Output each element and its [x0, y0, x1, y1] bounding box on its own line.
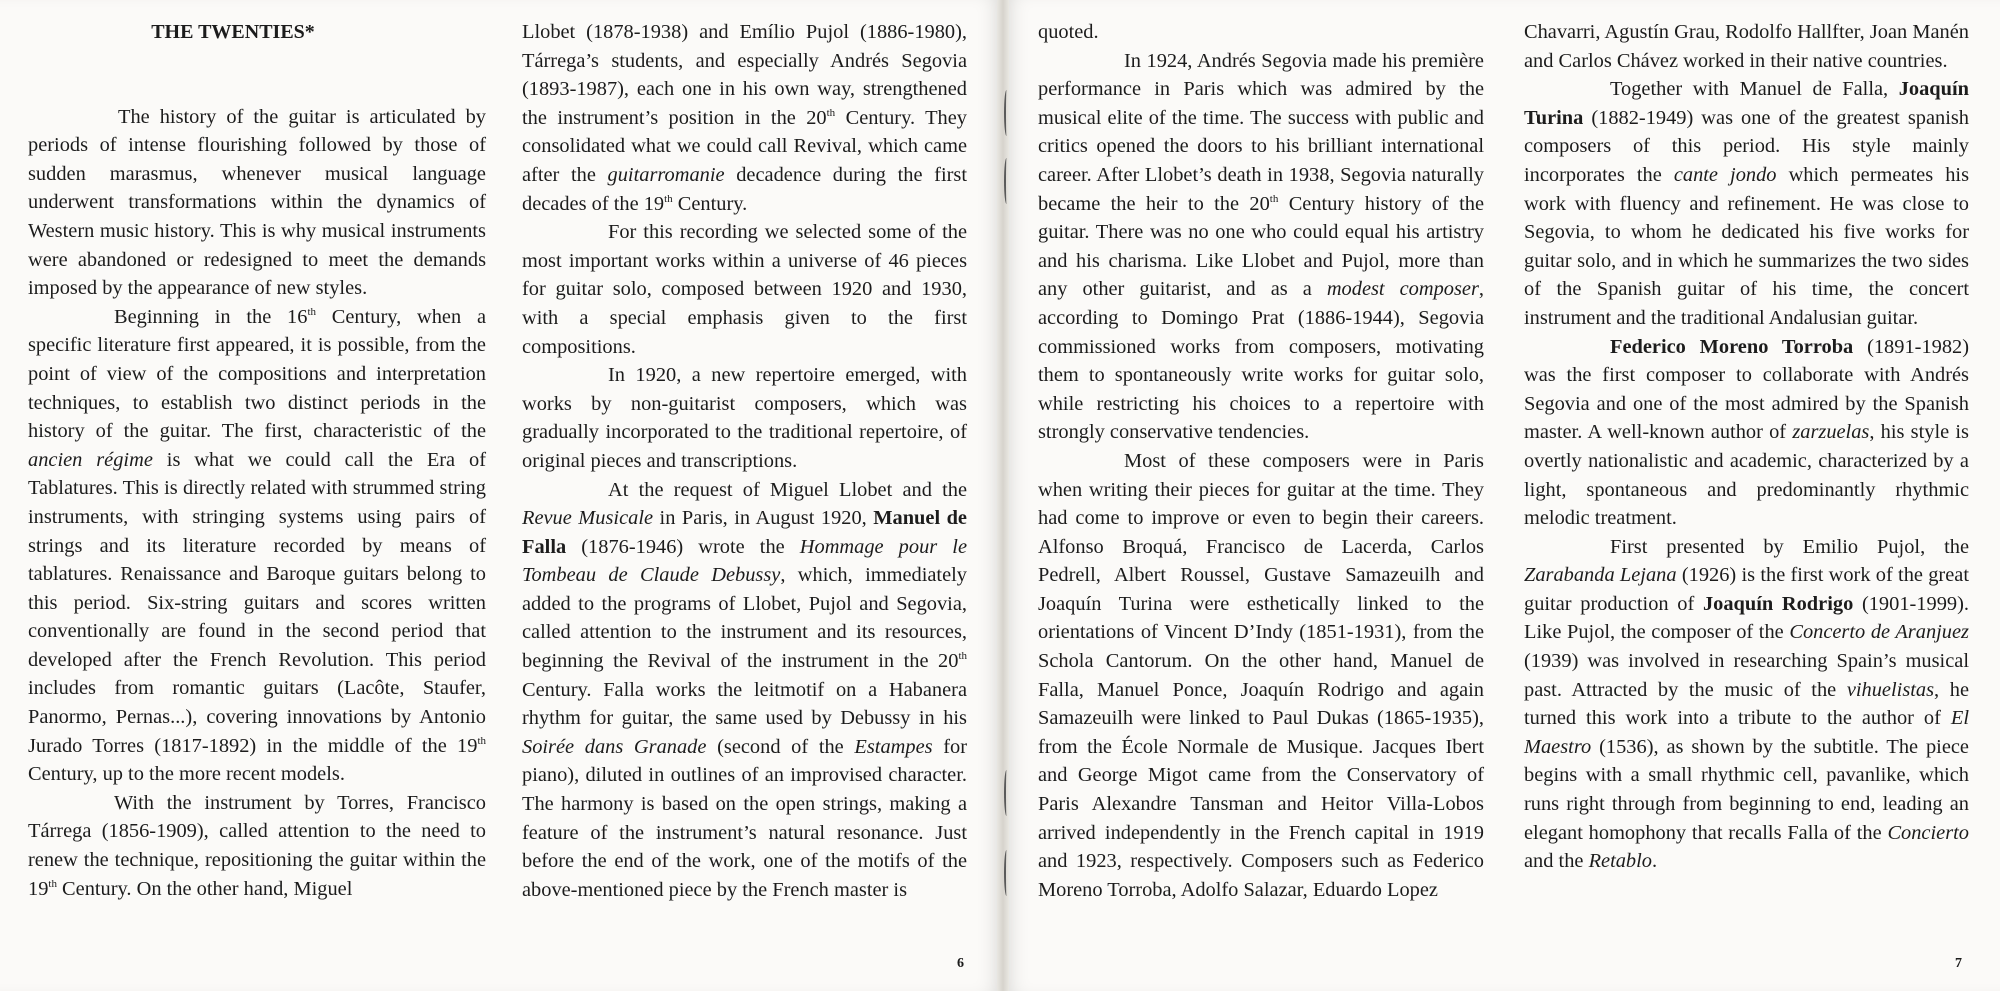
staple-icon	[1004, 90, 1009, 136]
right-page	[1003, 0, 2000, 991]
paragraph: In 1920, a new repertoire emerged, with works by non-guitarist composers, which was gradually incorporated to the traditional repertoire, of original pieces and transcriptions.	[522, 364, 967, 472]
page-number: 6	[957, 956, 964, 971]
paragraph: At the request of Miguel Llobet and the Revue Musicale in Paris, in August 1920, Manuel de Falla (1876-1946) wrote the Hommage pour le Tombeau de Claude Debussy, which, immediately added to the programs of Llobet, Pujol and Segovia, called attention to the instrument and its resources, beginning the Revival of the instrument in the 20th Century. Falla works the leitmotif on a Habanera rhythm for guitar, the same used by Debussy in his Soirée dans Granade (second of the Estampes for piano), diluted in outlines of an improvised character. The harmony is based on the open strings, making a feature of the instrument’s natural resonance. Just before the end of the work, one of the motifs of the above-mentioned piece by the French master is	[522, 478, 967, 901]
paragraph: The history of the guitar is articulated by periods of intense flourishing followed by those of sudden marasmus, whenever musical language underwent transformations within the dynamics of Western music history. This is why musical instruments were abandoned or redesigned to meet the demands imposed by the appearance of new styles.	[28, 105, 486, 300]
paragraph: Beginning in the 16th Century, when a specific literature first appeared, it is possible, from the point of view of the compositions and interpretation techniques, to establish two distinct periods in the history of the guitar. The first, characteristic of the ancien régime is what we could call the Era of Tablatures. This is directly related with strummed string instruments, with stringing systems using pairs of strings and its literature recorded by means of tablatures. Renaissance and Baroque guitars belong to this period. Six-string guitars and scores written conventionally are found in the second period that developed after the French Revolution. This period includes from romantic guitars (Lacôte, Staufer, Panormo, Pernas...), covering innovations by Antonio Jurado Torres (1817-1892) in the middle of the 19th Century, up to the more recent models.	[28, 305, 486, 786]
paragraph: Most of these composers were in Paris when writing their pieces for guitar at the time. They had come to improve or even to begin their careers. Alfonso Broquá, Francisco de Lacerda, Carlos Pedrell, Albert Roussel, Gustave Samazeuilh and Joaquín Turina were esthetically linked to the orientations of Vincent D’Indy (1851-1931), from the Schola Cantorum. On the other hand, Manuel de Falla, Manuel Ponce, Joaquín Rodrigo and again Samazeuilh were linked to Paul Dukas (1865-1935), from the École Normale de Musique. Jacques Ibert and George Migot came from the Conservatory of Paris Alexandre Tansman and Heitor Villa-Lobos arrived independently in the French capital in 1919 and 1923, respectively. Composers such as Federico Moreno Torroba, Adolfo Salazar, Eduardo Lopez	[1038, 449, 1484, 901]
column-2	[522, 18, 967, 904]
paragraph: First presented by Emilio Pujol, the Zarabanda Lejana (1926) is the first work of the great guitar production of Joaquín Rodrigo (1901-1999). Like Pujol, the composer of the Concerto de Aranjuez (1939) was involved in researching Spain’s musical past. Attracted by the music of the vihuelistas, he turned this work into a tribute to the author of El Maestro (1536), as shown by the subtitle. The piece begins with a small rhythmic cell, pavanlike, which runs right through from beginning to end, leading an elegant homophony that recalls Falla of the Concierto and the Retablo.	[1524, 535, 1969, 873]
staple-icon	[1004, 850, 1009, 896]
paragraph: With the instrument by Torres, Francisco Tárrega (1856-1909), called attention to the need to renew the technique, repositioning the guitar within the 19th Century. On the other hand, Miguel	[28, 791, 486, 900]
column-3	[1038, 18, 1484, 904]
column-1	[28, 18, 486, 903]
paragraph: In 1924, Andrés Segovia made his première performance in Paris which was admired by the musical elite of the time. The success with public and critics opened the doors to his brilliant international career. After Llobet’s death in 1938, Segovia naturally became the heir to the 20th Century history of the guitar. There was no one who could equal his artistry and his charisma. Like Llobet and Pujol, more than any other guitarist, and as a modest composer, according to Domingo Prat (1886-1944), Segovia commissioned works from composers, motivating them to spontaneously write works for guitar solo, while restricting his choices to a repertoire with strongly conservative tendencies.	[1038, 49, 1484, 444]
paragraph: Llobet (1878-1938) and Emílio Pujol (1886-1980), Tárrega’s students, and especially Andrés Segovia (1893-1987), each one in his own way, strengthened the instrument’s position in the 20th Century. They consolidated what we could call Revival, which came after the guitarromanie decadence during the first decades of the 19th Century.	[522, 21, 968, 215]
paragraph: quoted.	[1038, 21, 1099, 43]
paragraph: Chavarri, Agustín Grau, Rodolfo Hallfter, Joan Manén and Carlos Chávez worked in their native countries.	[1524, 21, 1969, 72]
paragraph: For this recording we selected some of the most important works within a universe of 46 pieces for guitar solo, composed between 1920 and 1930, with a special emphasis given to the first compositions.	[522, 221, 967, 358]
page-heading: THE TWENTIES*	[151, 21, 315, 43]
staple-icon	[1004, 158, 1009, 204]
paragraph: Federico Moreno Torroba (1891-1982) was the first composer to collaborate with Andrés Segovia and one of the most admired by the Spanish master. A well-known author of zarzuelas, his style is overtly nationalistic and academic, characterized by a light, spontaneous and predominantly rhythmic melodic treatment.	[1524, 335, 1970, 530]
staple-icon	[1004, 770, 1009, 816]
column-4	[1524, 18, 1969, 876]
paragraph: Together with Manuel de Falla, Joaquín Turina (1882-1949) was one of the greatest spanish composers of this period. His style mainly incorporates the cante jondo which permeates his work with fluency and refinement. He was close to Segovia, to whom he dedicated his five works for guitar solo, and in which he summarizes the two sides of the Spanish guitar of his time, the concert instrument and the traditional Andalusian guitar.	[1524, 78, 1969, 329]
page-number: 7	[1955, 956, 1962, 971]
book-gutter	[997, 0, 1009, 991]
